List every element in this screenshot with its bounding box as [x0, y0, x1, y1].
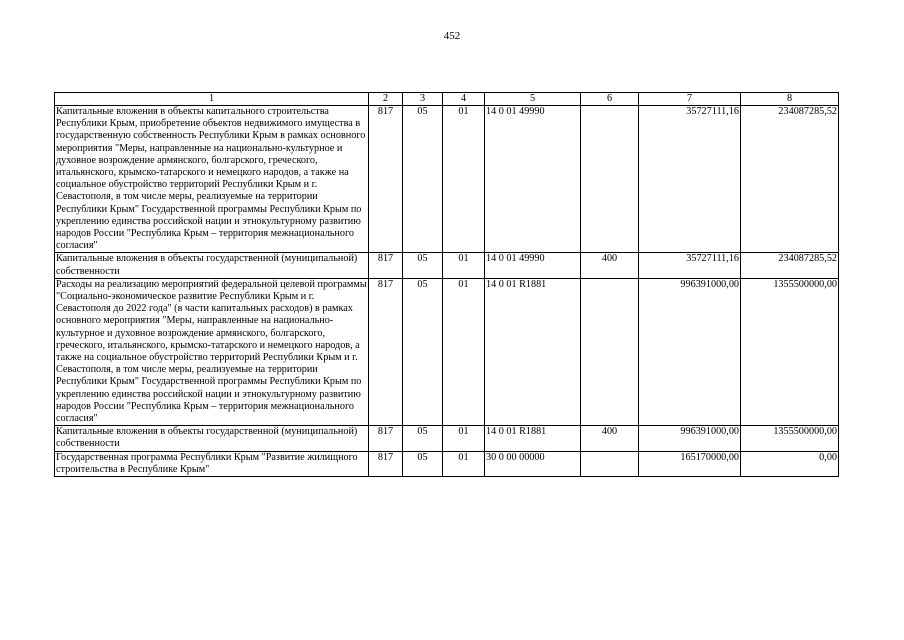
row-name: Капитальные вложения в объекты государственной (муниципальной) собственности — [55, 426, 369, 451]
row-amount-col8: 0,00 — [741, 451, 839, 476]
row-expense-type: 400 — [581, 253, 639, 278]
header-col-8: 8 — [741, 93, 839, 106]
row-section-code: 05 — [403, 426, 443, 451]
row-section-code: 05 — [403, 106, 443, 253]
row-target-code: 14 0 01 R1881 — [485, 426, 581, 451]
table-row — [55, 253, 839, 278]
row-expense-type — [581, 106, 639, 253]
row-section-code: 05 — [403, 278, 443, 425]
row-amount-col7: 996391000,00 — [639, 426, 741, 451]
header-col-7: 7 — [639, 93, 741, 106]
row-target-code: 14 0 01 49990 — [485, 106, 581, 253]
row-amount-col8: 234087285,52 — [741, 253, 839, 278]
row-amount-col7: 165170000,00 — [639, 451, 741, 476]
table-row — [55, 451, 839, 476]
row-target-code: 14 0 01 R1881 — [485, 278, 581, 425]
row-name: Капитальные вложения в объекты капитального строительства Республики Крым, приобретение объектов недвижимого имущества в государственную собственность Республики Крым в рамках основного мероприятия "Меры, направленные на национально-культурное и духовное возрождение армянского, болгарского, греческого, итальянского, крымско-татарского и немецкого народов, а также на социальное обустройство территорий Республики Крым и г. Севастополя, в том числе меры, реализуемые на территории Республики Крым" Государственной программы Республики Крым по укреплению единства российской нации и этнокультурному развитию народов России "Республика Крым – территория межнационального согласия" — [55, 106, 369, 253]
row-subsection-code: 01 — [443, 253, 485, 278]
header-col-2: 2 — [369, 93, 403, 106]
header-col-6: 6 — [581, 93, 639, 106]
page-number: 452 — [443, 30, 461, 42]
row-ministry-code: 817 — [369, 451, 403, 476]
header-col-3: 3 — [403, 93, 443, 106]
row-amount-col7: 996391000,00 — [639, 278, 741, 425]
row-subsection-code: 01 — [443, 278, 485, 425]
row-name: Государственная программа Республики Крым "Развитие жилищного строительства в Республике Крым" — [55, 451, 369, 476]
row-name: Расходы на реализацию мероприятий федеральной целевой программы "Социально-экономическое развитие Республики Крым и г. Севастополя до 2022 года" (в части капитальных расходов) в рамках основного мероприятия "Меры, направленные на национально-культурное и духовное возрождение армянского, болгарского, греческого, итальянского, крымско-татарского и немецкого народов, а также на социальное обустройство территорий Республики Крым и г. Севастополя, в том числе меры, реализуемые на территории Республики Крым" Государственной программы Республики Крым по укреплению единства российской нации и этнокультурному развитию народов России "Республика Крым – территория межнационального согласия" — [56, 278, 367, 425]
header-col-1: 1 — [55, 93, 369, 106]
row-expense-type — [581, 278, 639, 425]
row-ministry-code: 817 — [369, 106, 403, 253]
table-row — [55, 278, 839, 425]
table-row — [55, 106, 839, 253]
row-target-code: 30 0 00 00000 — [485, 451, 581, 476]
row-section-code: 05 — [403, 451, 443, 476]
row-expense-type — [581, 451, 639, 476]
row-section-code: 05 — [403, 253, 443, 278]
row-amount-col8: 1355500000,00 — [741, 426, 839, 451]
row-amount-col8: 234087285,52 — [741, 106, 839, 253]
table-row — [55, 426, 839, 451]
row-name: Капитальные вложения в объекты государственной (муниципальной) собственности — [55, 253, 369, 278]
row-ministry-code: 817 — [369, 426, 403, 451]
row-amount-col8: 1355500000,00 — [741, 278, 839, 425]
row-ministry-code: 817 — [369, 253, 403, 278]
header-col-4: 4 — [443, 93, 485, 106]
row-ministry-code: 817 — [369, 278, 403, 425]
header-row — [55, 93, 839, 106]
row-amount-col7: 35727111,16 — [639, 253, 741, 278]
budget-table — [54, 92, 839, 477]
row-subsection-code: 01 — [443, 426, 485, 451]
row-expense-type: 400 — [581, 426, 639, 451]
row-target-code: 14 0 01 49990 — [485, 253, 581, 278]
row-subsection-code: 01 — [443, 451, 485, 476]
row-subsection-code: 01 — [443, 106, 485, 253]
row-amount-col7: 35727111,16 — [639, 106, 741, 253]
header-col-5: 5 — [485, 93, 581, 106]
